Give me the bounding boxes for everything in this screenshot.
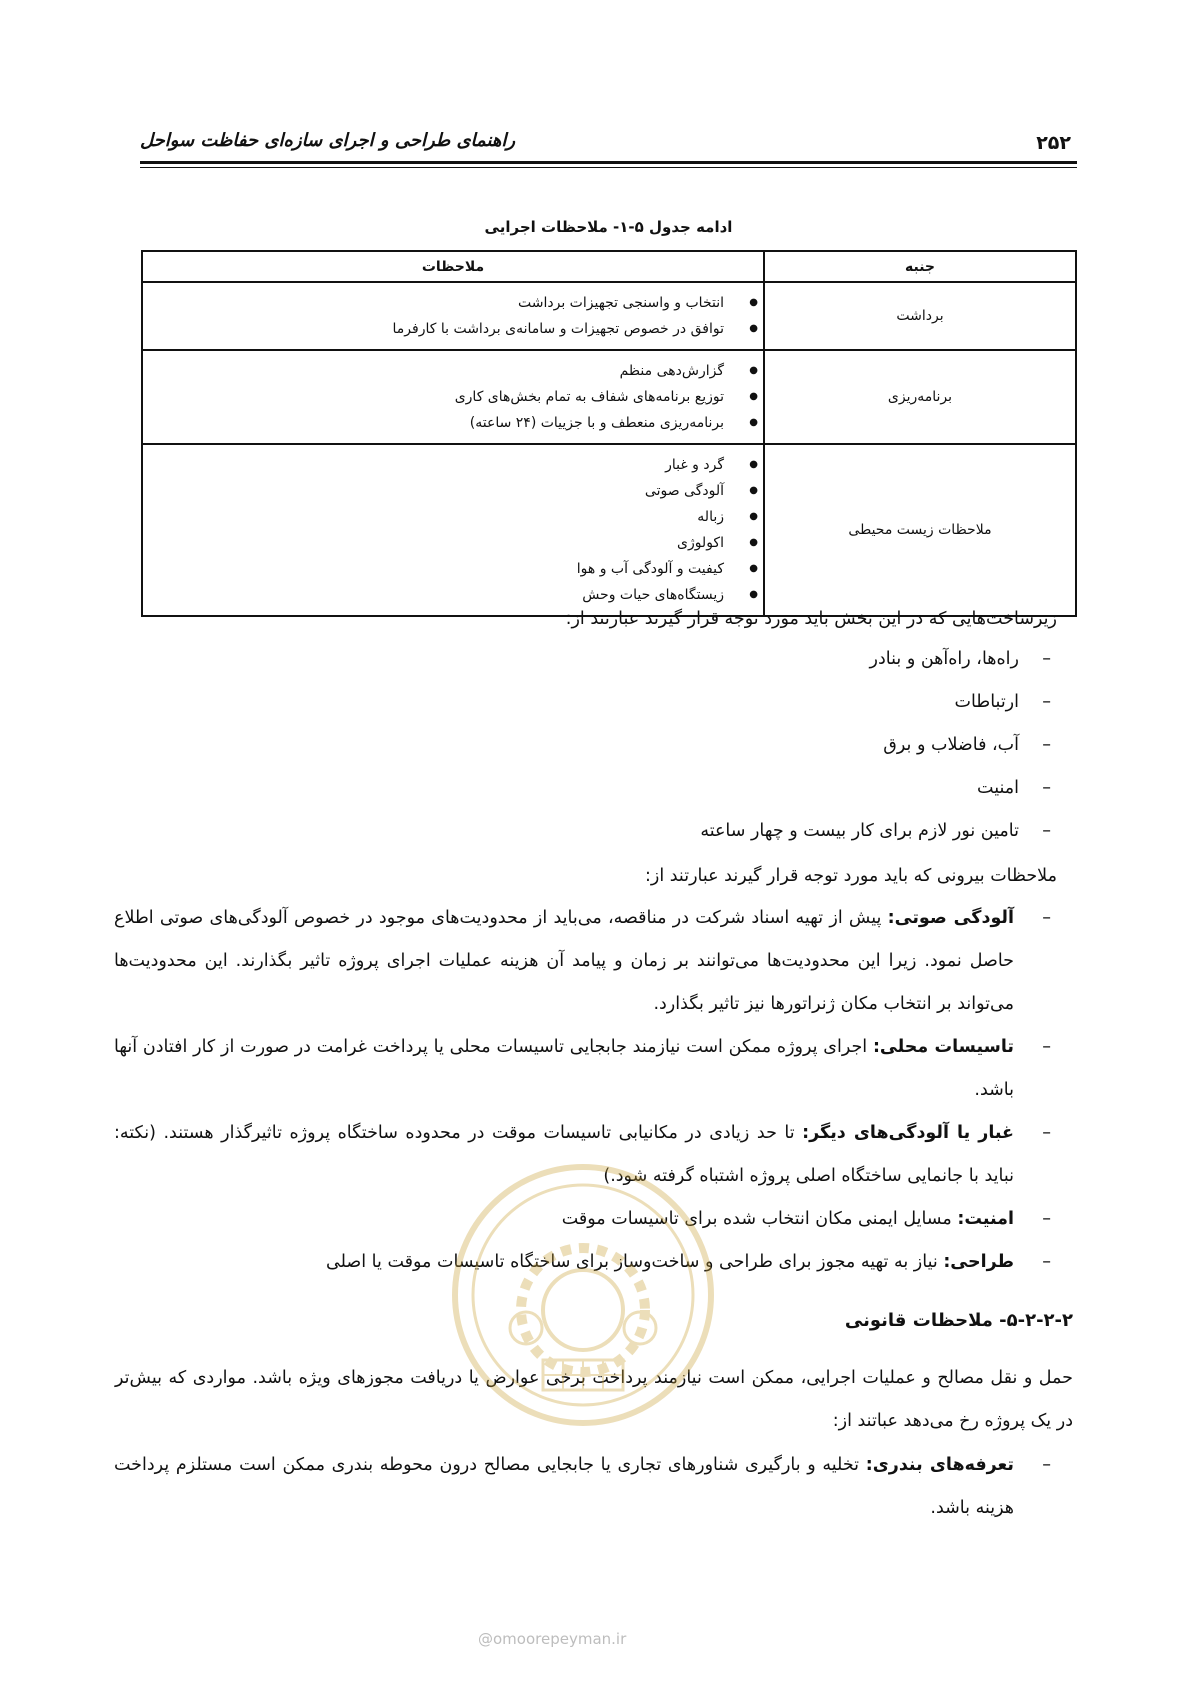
header-rule-thick (140, 161, 1077, 164)
infrastructure-list (700, 638, 1051, 853)
list-item (114, 1444, 1051, 1530)
bullet-item: ● زیستگاه‌های حیات وحش (144, 582, 724, 608)
bullet-item: ● اکولوژی (144, 530, 724, 556)
list-item: – ارتباطات (700, 681, 1051, 724)
header-aspect: جنبه (764, 251, 1076, 282)
table-caption: ادامه جدول ۵-۱- ملاحظات اجرایی (484, 218, 733, 236)
running-header-title: راهنمای طراحی و اجرای سازه‌ای حفاظت سواحل (140, 130, 516, 151)
watermark-logo (448, 1160, 718, 1430)
bullet-item: ● انتخاب و واسنجی تجهیزات برداشت (144, 290, 724, 316)
table-row (142, 282, 1076, 350)
table-header-row (142, 251, 1076, 282)
bullet-list (144, 358, 762, 436)
execution-considerations-table (141, 250, 1077, 617)
bullet-item: ● گزارش‌دهی منظم (144, 358, 724, 384)
watermark-url: @omoorepeyman.ir (478, 1630, 627, 1648)
legal-paragraph: حمل و نقل مصالح و عملیات اجرایی، ممکن است نیازمند پرداخت برخی عوارض یا دریافت مجوزهای ویژه باشد. مواردی که بیش‌تر در یک پروژه رخ می‌دهد عباتند از: (115, 1368, 1073, 1431)
bullet-item: ● آلودگی صوتی (144, 478, 724, 504)
item-term: تعرفه‌های بندری: (865, 1455, 1014, 1475)
notes-cell (142, 350, 764, 444)
external-intro: ملاحظات بیرونی که باید مورد توجه قرار گیرند عبارتند از: (644, 866, 1057, 886)
item-term: طراحی: (943, 1252, 1014, 1272)
legal-items-list (114, 1444, 1051, 1530)
bullet-item: ● توافق در خصوص تجهیزات و سامانه‌ی برداشت با کارفرما (144, 316, 724, 342)
list-item: – امنیت (700, 767, 1051, 810)
item-text: پیش از تهیه اسناد شرکت در مناقصه، می‌باید از محدودیت‌های موجود در خصوص آلودگی‌های صوتی اطلاع حاصل نمود. زیرا این محدودیت‌ها می‌توانند بر زمان و پیامد آن هزینه عملیات اجرای پروژه تاثیر بگذارند. این محدودیت‌ها می‌تواند بر انتخاب مکان ژنراتورها نیز تاثیر بگذارد. (114, 908, 1014, 1014)
table-row (142, 444, 1076, 616)
item-term: غبار یا آلودگی‌های دیگر: (802, 1123, 1014, 1143)
bullet-item: ● گرد و غبار (144, 452, 724, 478)
bullet-list (144, 290, 762, 342)
aspect-cell: برنامه‌ریزی (764, 350, 1076, 444)
item-text: تا حد زیادی در مکانیابی تاسیسات موقت در محدوده ساختگاه پروژه تاثیرگذار هستند. (نکته: نباید با جانمایی ساختگاه اصلی پروژه اشتباه گرفته شود.) (114, 1123, 1014, 1186)
item-term: آلودگی صوتی: (887, 908, 1014, 928)
list-item: – راه‌ها، راه‌آهن و بنادر (700, 638, 1051, 681)
bullet-list (144, 452, 762, 608)
infrastructure-intro: زیرساخت‌هایی که در این بخش باید مورد توجه قرار گیرند عبارتند از: (565, 609, 1057, 629)
item-text: تخلیه و بارگیری شناورهای تجاری یا جابجایی مصالح درون محوطه بندری ممکن است مستلزم پرداخت هزینه باشد. (114, 1455, 1014, 1518)
section-heading: ۵-۲-۲-۲- ملاحظات قانونی (844, 1310, 1073, 1331)
item-text: مسایل ایمنی مکان انتخاب شده برای تاسیسات موقت (561, 1209, 958, 1229)
notes-cell (142, 444, 764, 616)
bullet-item: ● برنامه‌ریزی منعطف و با جزییات (۲۴ ساعته) (144, 410, 724, 436)
list-item (114, 897, 1051, 1026)
header-notes: ملاحظات (142, 251, 764, 282)
item-term: امنیت: (957, 1209, 1014, 1229)
item-text: اجرای پروژه ممکن است نیازمند جابجایی تاسیسات محلی یا پرداخت غرامت در صورت از کار افتادن آنها باشد. (114, 1037, 1014, 1100)
notes-cell (142, 282, 764, 350)
list-item: – آب، فاضلاب و برق (700, 724, 1051, 767)
header-rule-thin (140, 167, 1077, 168)
bullet-item: ● زباله (144, 504, 724, 530)
page-number: ۲۵۲ (1036, 132, 1071, 154)
item-term: تاسیسات محلی: (872, 1037, 1014, 1057)
aspect-cell: ملاحظات زیست محیطی (764, 444, 1076, 616)
list-item (114, 1026, 1051, 1112)
list-item: – تامین نور لازم برای کار بیست و چهار ساعته (700, 810, 1051, 853)
aspect-cell: برداشت (764, 282, 1076, 350)
table-row (142, 350, 1076, 444)
bullet-item: ● کیفیت و آلودگی آب و هوا (144, 556, 724, 582)
bullet-item: ● توزیع برنامه‌های شفاف به تمام بخش‌های کاری (144, 384, 724, 410)
item-text: نیاز به تهیه مجوز برای طراحی و ساخت‌وساز برای ساختگاه تاسیسات موقت یا اصلی (326, 1252, 944, 1272)
